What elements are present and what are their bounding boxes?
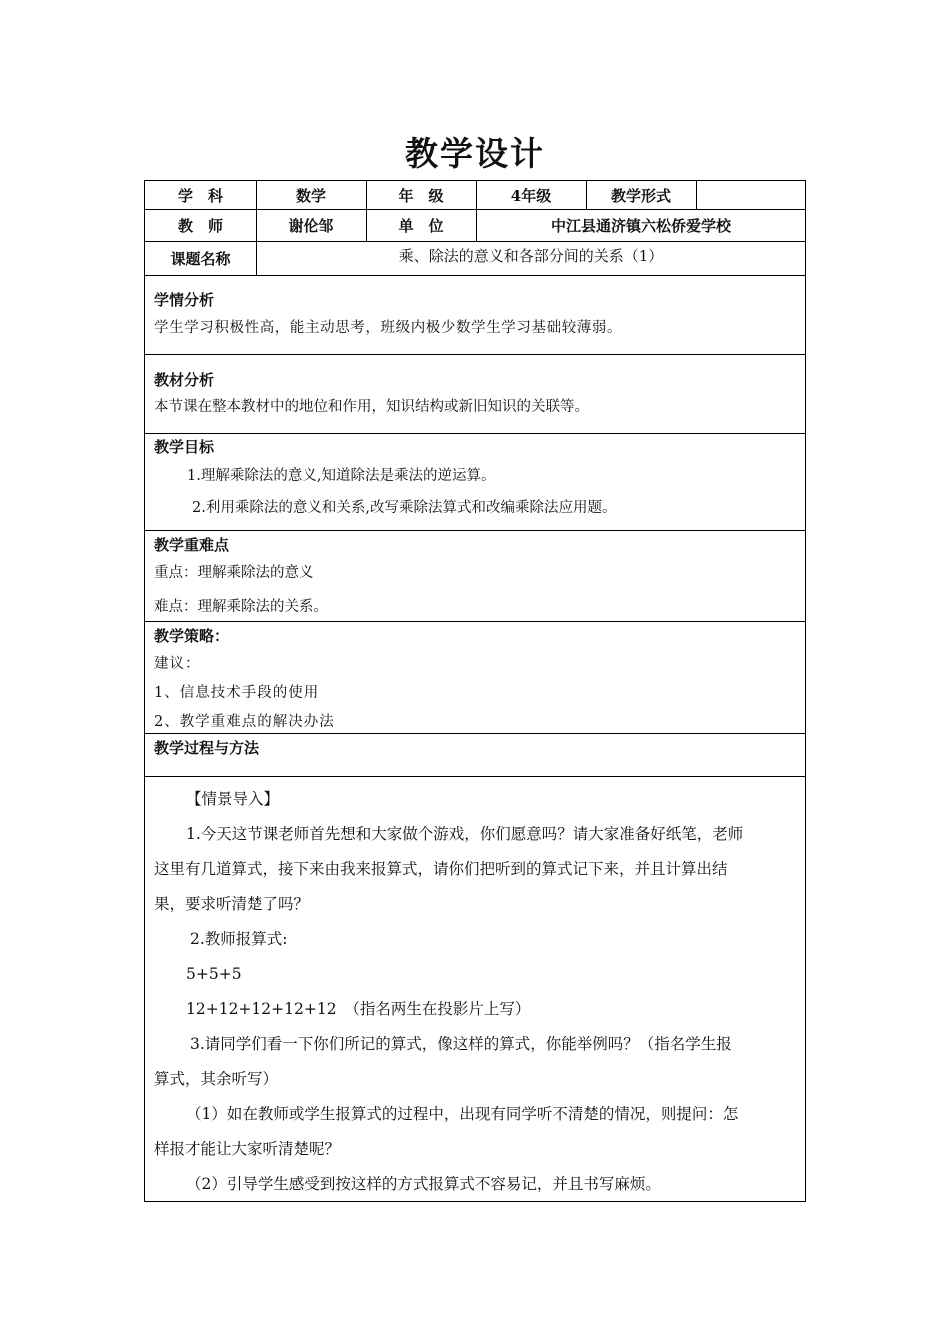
paragraph-line: 2.教师报算式: xyxy=(190,930,288,948)
expression-line: 12+12+12+12+12 （指名两生在投影片上写） xyxy=(186,1000,531,1018)
subject-value: 数学 xyxy=(295,186,326,205)
key-point: 重点：理解乘除法的意义 xyxy=(154,565,314,581)
section-heading: 学情分析 xyxy=(154,291,215,309)
strategy-item: 1、信息技术手段的使用 xyxy=(154,685,320,701)
goal-item: 2.利用乘除法的意义和关系,改写乘除法算式和改编乘除法应用题。 xyxy=(192,500,617,516)
section-heading: 教学过程与方法 xyxy=(154,739,260,757)
process-body xyxy=(154,782,795,1202)
grade-label: 年 级 xyxy=(398,186,444,205)
goal-item: 1.理解乘除法的意义,知道除法是乘法的逆运算。 xyxy=(187,468,496,484)
material-analysis-section xyxy=(154,369,797,416)
intro-heading: 【情景导入】 xyxy=(186,790,280,808)
document-title: 教学设计 xyxy=(405,134,545,173)
teaching-strategy-section xyxy=(154,625,797,731)
section-text: 本节课在整本教材中的地位和作用，知识结构或新旧知识的关联等。 xyxy=(154,399,589,415)
teaching-process-section xyxy=(154,737,797,758)
grade-value: 4年级 xyxy=(510,186,552,205)
student-analysis-section xyxy=(154,289,797,337)
row-divider xyxy=(145,275,805,276)
difficult-point: 难点：理解乘除法的关系。 xyxy=(154,599,328,615)
paragraph-line: 这里有几道算式，接下来由我来报算式，请你们把听到的算式记下来，并且计算出结 xyxy=(154,860,728,878)
row-divider xyxy=(145,776,805,777)
teacher-label: 教 师 xyxy=(177,216,223,235)
key-difficult-points-section xyxy=(154,534,797,616)
paragraph-line: 3.请同学们看一下你们所记的算式，像这样的算式，你能举例吗？（指名学生报 xyxy=(190,1035,732,1053)
paragraph-line: 果，要求听清楚了吗？ xyxy=(154,895,310,913)
lesson-title-label: 课题名称 xyxy=(170,249,231,268)
section-heading: 教学目标 xyxy=(154,438,215,456)
row-divider xyxy=(145,621,805,622)
unit-value: 中江县通济镇六松侨爱学校 xyxy=(550,216,731,235)
section-heading: 教学重难点 xyxy=(154,536,230,554)
row-divider xyxy=(145,733,805,734)
paragraph-line: 1.今天这节课老师首先想和大家做个游戏，你们愿意吗？请大家准备好纸笔，老师 xyxy=(186,825,744,843)
paragraph-line: 样报才能让大家听清楚呢？ xyxy=(154,1140,341,1158)
teaching-goals-section xyxy=(154,436,797,517)
teacher-value: 谢伦邹 xyxy=(288,216,334,235)
expression-line: 5+5+5 xyxy=(186,965,242,983)
paragraph-line: 算式，其余听写） xyxy=(154,1070,279,1088)
strategy-suggest: 建议： xyxy=(154,656,201,672)
row-divider xyxy=(145,433,805,434)
lesson-title-value: 乘、除法的意义和各部分间的关系（1） xyxy=(398,246,664,265)
teaching-form-value xyxy=(696,181,806,209)
unit-label: 单 位 xyxy=(398,216,444,235)
section-heading: 教材分析 xyxy=(154,371,215,389)
section-heading: 教学策略： xyxy=(154,627,230,645)
paragraph-line: （2）引导学生感受到按这样的方式报算式不容易记，并且书写麻烦。 xyxy=(186,1175,661,1193)
section-text: 学生学习积极性高，能主动思考，班级内极少数学生学习基础较薄弱。 xyxy=(154,320,623,336)
strategy-item: 2、教学重难点的解决办法 xyxy=(154,714,335,730)
lesson-plan-table xyxy=(144,180,806,1202)
subject-label: 学 科 xyxy=(177,186,223,205)
row-divider xyxy=(145,354,805,355)
row-divider xyxy=(145,530,805,531)
teaching-form-label: 教学形式 xyxy=(610,186,671,205)
paragraph-line: （1）如在教师或学生报算式的过程中，出现有同学听不清楚的情况，则提问：怎 xyxy=(186,1105,739,1123)
